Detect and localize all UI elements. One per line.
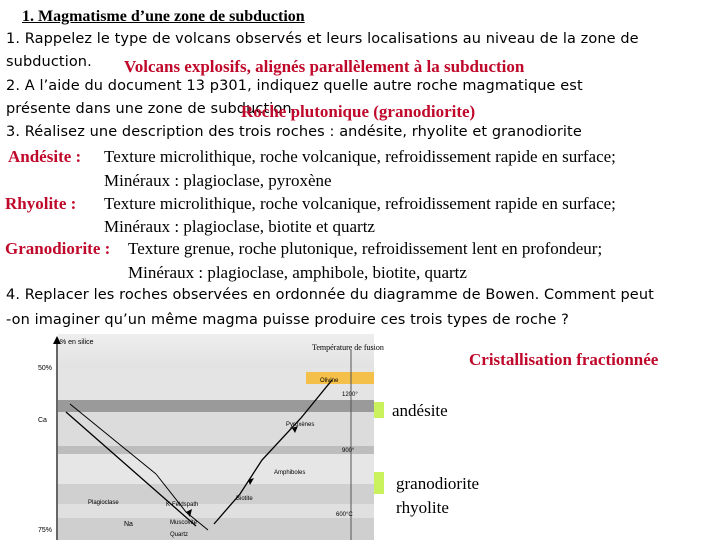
question-4-line-1: 4. Replacer les roches observées en ordonnée du diagramme de Bowen. Comment peut	[6, 287, 654, 303]
question-1-line-2: subduction.	[6, 54, 92, 70]
question-2-line-2: présente dans une zone de subduction.	[6, 101, 297, 117]
y-tick-50: 50%	[38, 365, 53, 372]
rock-texture-rhyolite: Texture microlithique, roche volcanique, refroidissement rapide en surface;	[104, 194, 616, 213]
na-label: Na	[124, 521, 133, 528]
cristallisation-fractionnee-label: Cristallisation fractionnée	[469, 350, 659, 369]
mineral-biotite: Biotite	[236, 496, 253, 502]
question-1-line-1: 1. Rappelez le type de volcans observés et leurs localisations au niveau de la zone de	[6, 31, 639, 47]
temp-900: 900°	[342, 448, 355, 454]
rhyolite-label: rhyolite	[396, 498, 449, 517]
rock-minerals-andesite: Minéraux : plagioclase, pyroxène	[104, 171, 332, 190]
temp-1200: 1200°	[342, 392, 358, 398]
mineral-muscovite: Muscovite	[170, 520, 198, 526]
mineral-pyroxenes: Pyroxènes	[286, 422, 315, 428]
rock-texture-granodiorite: Texture grenue, roche plutonique, refroidissement lent en profondeur;	[128, 239, 603, 258]
answer-2: Roche plutonique (granodiorite)	[241, 102, 476, 121]
andesite-label: andésite	[392, 401, 448, 420]
mineral-olivine: Olivine	[320, 378, 339, 384]
question-4-line-2: -on imaginer qu’un même magma puisse produire ces trois types de roche ?	[6, 312, 569, 328]
answer-1: Volcans explosifs, alignés parallèlement à la subduction	[124, 57, 525, 76]
rock-name-rhyolite: Rhyolite :	[5, 194, 77, 213]
question-2-line-1: 2. A l’aide du document 13 p301, indiquez quelle autre roche magmatique est	[6, 78, 583, 94]
rock-minerals-granodiorite: Minéraux : plagioclase, amphibole, biotite, quartz	[128, 263, 467, 282]
temperature-axis-label: Température de fusion	[312, 343, 384, 352]
ca-label: Ca	[38, 417, 47, 424]
rock-texture-andesite: Texture microlithique, roche volcanique, refroidissement rapide en surface;	[104, 147, 616, 166]
question-3: 3. Réalisez une description des trois roches : andésite, rhyolite et granodiorite	[6, 124, 582, 140]
mineral-amphiboles: Amphiboles	[274, 470, 306, 476]
page-title: 1. Magmatisme d’une zone de subduction	[22, 8, 305, 25]
y-tick-75: 75%	[38, 527, 53, 534]
granodiorite-label: granodiorite	[396, 474, 480, 493]
rock-name-andesite: Andésite :	[8, 147, 82, 166]
rock-minerals-rhyolite: Minéraux : plagioclase, biotite et quartz	[104, 217, 375, 236]
mineral-kfeldspath: K-Feldspath	[166, 502, 199, 508]
silica-axis-label: % en silice	[60, 339, 94, 346]
mineral-quartz: Quartz	[170, 532, 189, 538]
mineral-plagioclase: Plagioclase	[88, 500, 119, 506]
rock-name-granodiorite: Granodiorite :	[5, 239, 111, 258]
bowen-diagram	[36, 334, 384, 540]
temp-600: 600°C	[336, 512, 353, 518]
